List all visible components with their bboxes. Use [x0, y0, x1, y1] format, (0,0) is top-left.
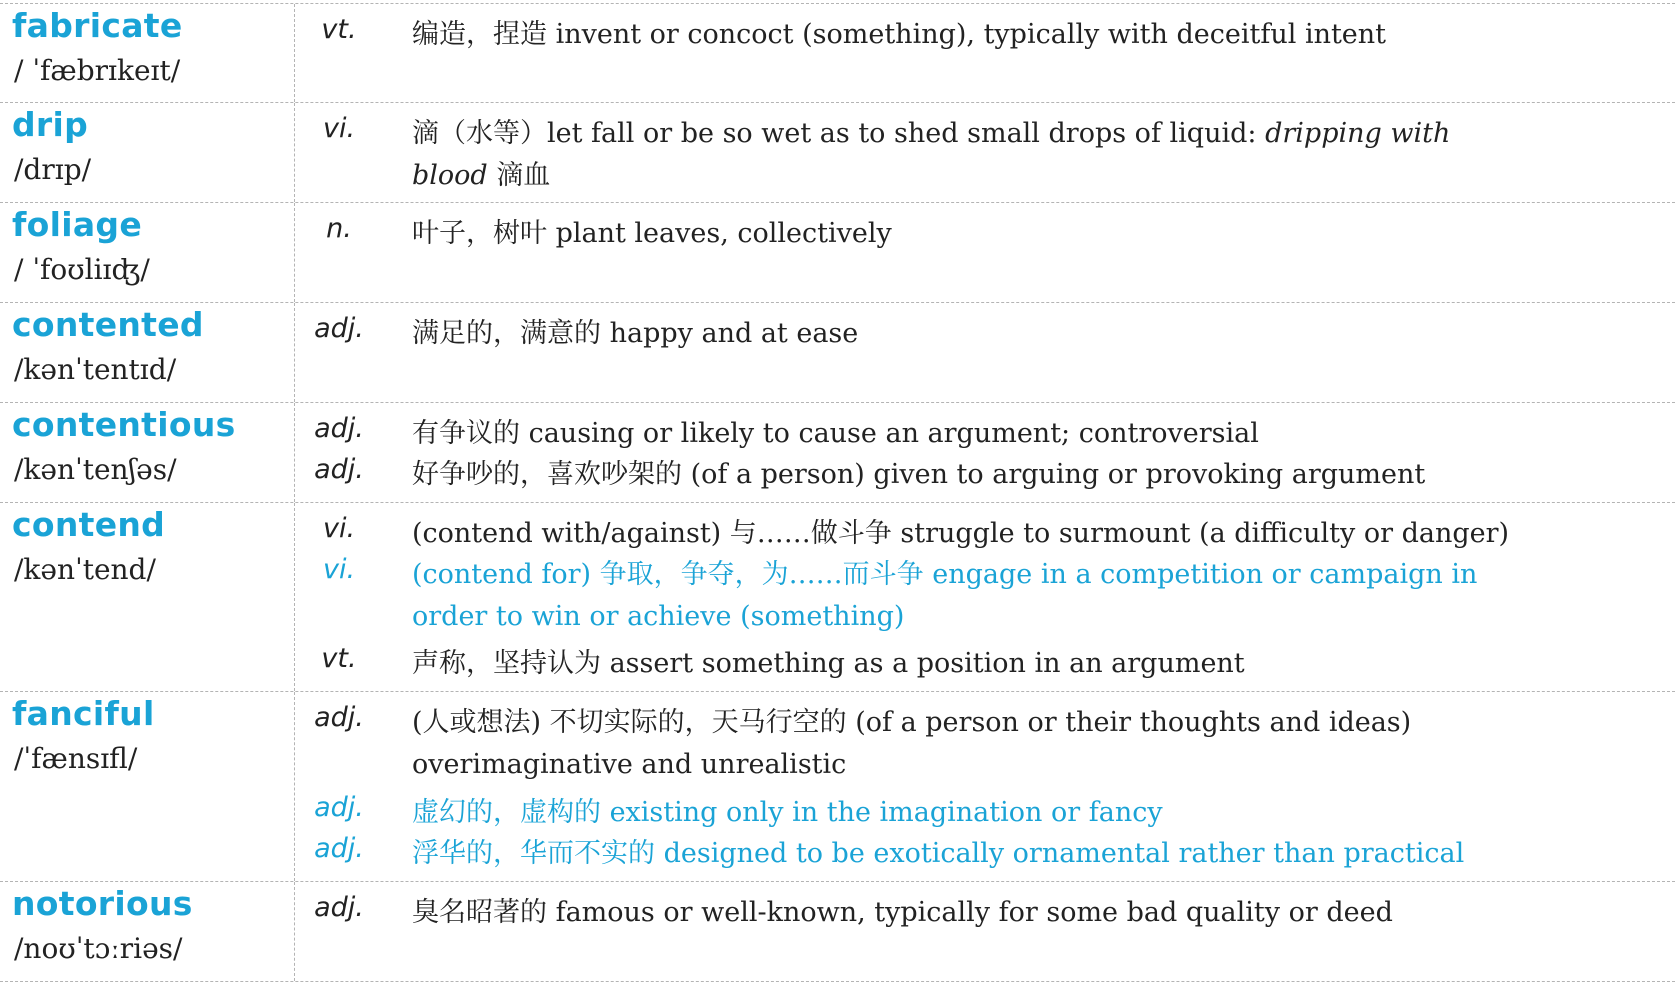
headword: notorious: [12, 884, 193, 923]
entry-fanciful: [0, 692, 1675, 882]
headword: fanciful: [12, 694, 155, 733]
headword: contentious: [12, 405, 236, 444]
pronunciation: / ˈfoʊliɪʤ/: [14, 253, 150, 286]
definition: 叶子，树叶 plant leaves, collectively: [412, 218, 892, 249]
column-divider: [294, 4, 295, 102]
definition: 虚幻的，虚构的 existing only in the imagination or fancy: [412, 797, 1163, 828]
headword: drip: [12, 105, 89, 144]
definition: (人或想法) 不切实际的，天马行空的 (of a person or their thoughts and ideas) overimaginative and unrealistic: [412, 707, 1412, 780]
column-divider: [294, 692, 295, 881]
entry-contentious: [0, 403, 1675, 503]
part-of-speech: adj.: [314, 702, 364, 733]
entry-contend: [0, 503, 1675, 692]
entry-foliage: [0, 203, 1675, 303]
entry-drip: [0, 103, 1675, 203]
part-of-speech: adj.: [314, 313, 364, 344]
example-phrase: blood: [412, 160, 488, 191]
entry-contented: [0, 303, 1675, 403]
definition: 有争议的 causing or likely to cause an argument; controversial: [412, 418, 1259, 449]
column-divider: [294, 203, 295, 302]
definition: 声称，坚持认为 assert something as a position in an argument: [412, 648, 1245, 679]
part-of-speech: adj.: [314, 833, 364, 864]
definition: 编造，捏造 invent or concoct (something), typically with deceitful intent: [412, 19, 1387, 50]
column-divider: [294, 103, 295, 202]
column-divider: [294, 503, 295, 691]
part-of-speech: n.: [326, 213, 352, 244]
column-divider: [294, 403, 295, 502]
definition: 滴（水等）let fall or be so wet as to shed small drops of liquid: dripping with blood 滴血: [412, 118, 1451, 191]
headword: fabricate: [12, 6, 183, 45]
part-of-speech: vt.: [321, 14, 357, 45]
pronunciation: /kənˈtend/: [14, 553, 156, 586]
definition: (contend for) 争取，争夺，为……而斗争 engage in a competition or campaign in order to win or achieve (something): [412, 559, 1478, 632]
part-of-speech: vi.: [322, 113, 356, 144]
definition: 满足的，满意的 happy and at ease: [412, 318, 859, 349]
pronunciation: /ˈfænsɪfl/: [14, 742, 138, 775]
part-of-speech: vi.: [322, 554, 356, 585]
pronunciation: /drɪp/: [14, 153, 92, 186]
part-of-speech: vt.: [321, 643, 357, 674]
definition: (contend with/against) 与……做斗争 struggle to surmount (a difficulty or danger): [412, 518, 1510, 549]
part-of-speech: adj.: [314, 892, 364, 923]
entry-notorious: [0, 882, 1675, 982]
column-divider: [294, 882, 295, 981]
definition: 浮华的，华而不实的 designed to be exotically ornamental rather than practical: [412, 838, 1465, 869]
column-divider: [294, 303, 295, 402]
pronunciation: /kənˈtenʃəs/: [14, 453, 177, 486]
example-phrase: dripping with: [1265, 118, 1451, 149]
part-of-speech: adj.: [314, 454, 364, 485]
pronunciation: /kənˈtentɪd/: [14, 353, 177, 386]
pronunciation: / ˈfæbrɪkeɪt/: [14, 54, 181, 87]
headword: contented: [12, 305, 204, 344]
headword: contend: [12, 505, 166, 544]
entry-fabricate: [0, 3, 1675, 103]
part-of-speech: adj.: [314, 792, 364, 823]
part-of-speech: vi.: [322, 513, 356, 544]
pronunciation: /noʊˈtɔːriəs/: [14, 932, 183, 965]
definition: 好争吵的，喜欢吵架的 (of a person) given to arguing or provoking argument: [412, 459, 1426, 490]
part-of-speech: adj.: [314, 413, 364, 444]
definition: 臭名昭著的 famous or well-known, typically for some bad quality or deed: [412, 897, 1393, 928]
headword: foliage: [12, 205, 143, 244]
